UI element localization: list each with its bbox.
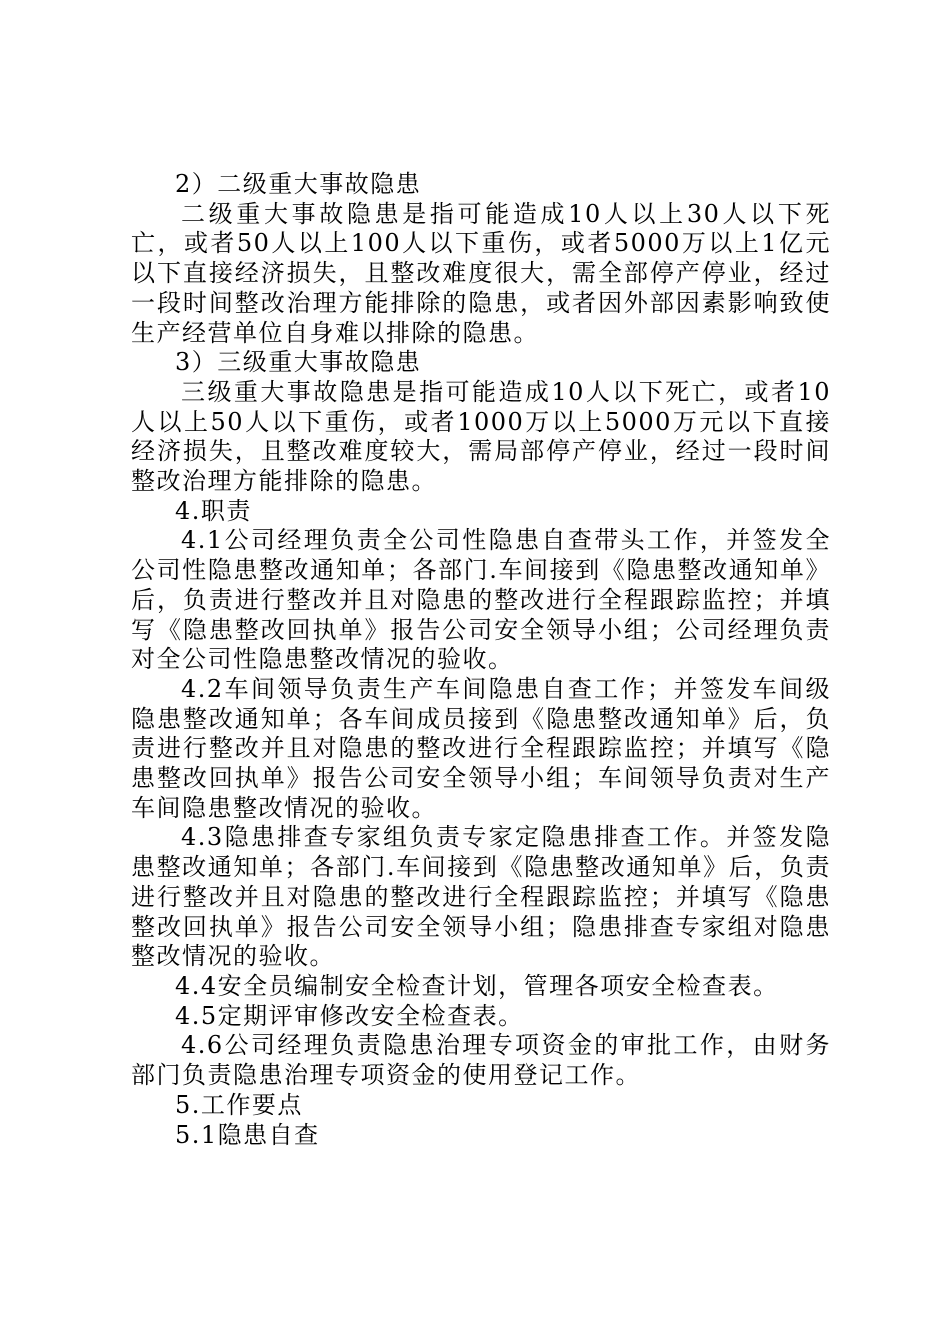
section-heading: 2）二级重大事故隐患 <box>175 170 422 198</box>
section-heading: 5.1隐患自查 <box>175 1120 320 1149</box>
body-paragraph: 二级重大事故隐患是指可能造成10人以上30人以下死亡，或者50人以上100人以下重伤，或者5000万以上1亿元以下直接经济损失，且整改难度很大，需全部停产停业，经过一段时间整改治理方能排除的隐患，或者因外部因素影响致使生产经营单位自身难以排除的隐患。 <box>131 199 831 347</box>
document-page <box>131 170 831 1150</box>
body-paragraph: 4.1公司经理负责全公司性隐患自查带头工作，并签发全公司性隐患整改通知单；各部门.车间接到《隐患整改通知单》后，负责进行整改并且对隐患的整改进行全程跟踪监控；并填写《隐患整改回执单》报告公司安全领导小组；公司经理负责对全公司性隐患整改情况的验收。 <box>131 526 831 674</box>
body-paragraph: 4.2车间领导负责生产车间隐患自查工作；并签发车间级隐患整改通知单；各车间成员接到《隐患整改通知单》后，负责进行整改并且对隐患的整改进行全程跟踪监控；并填写《隐患整改回执单》报告公司安全领导小组；车间领导负责对生产车间隐患整改情况的验收。 <box>131 674 831 822</box>
body-paragraph: 4.3隐患排查专家组负责专家定隐患排查工作。并签发隐患整改通知单；各部门.车间接到《隐患整改通知单》后，负责进行整改并且对隐患的整改进行全程跟踪监控；并填写《隐患整改回执单》报告公司安全领导小组；隐患排查专家组对隐患整改情况的验收。 <box>131 823 831 971</box>
body-paragraph: 4.4安全员编制安全检查计划，管理各项安全检查表。 <box>175 971 779 1000</box>
body-paragraph: 4.6公司经理负责隐患治理专项资金的审批工作，由财务部门负责隐患治理专项资金的使用登记工作。 <box>131 1031 831 1090</box>
section-heading: 4.职责 <box>175 496 252 525</box>
section-heading: 3）三级重大事故隐患 <box>175 348 422 377</box>
body-paragraph: 三级重大事故隐患是指可能造成10人以下死亡，或者10人以上50人以下重伤，或者1000万以上5000万元以下直接经济损失，且整改难度较大，需局部停产停业，经过一段时间整改治理方能排除的隐患。 <box>131 377 831 496</box>
body-paragraph: 4.5定期评审修改安全检查表。 <box>175 1001 524 1030</box>
section-heading: 5.工作要点 <box>175 1090 303 1119</box>
